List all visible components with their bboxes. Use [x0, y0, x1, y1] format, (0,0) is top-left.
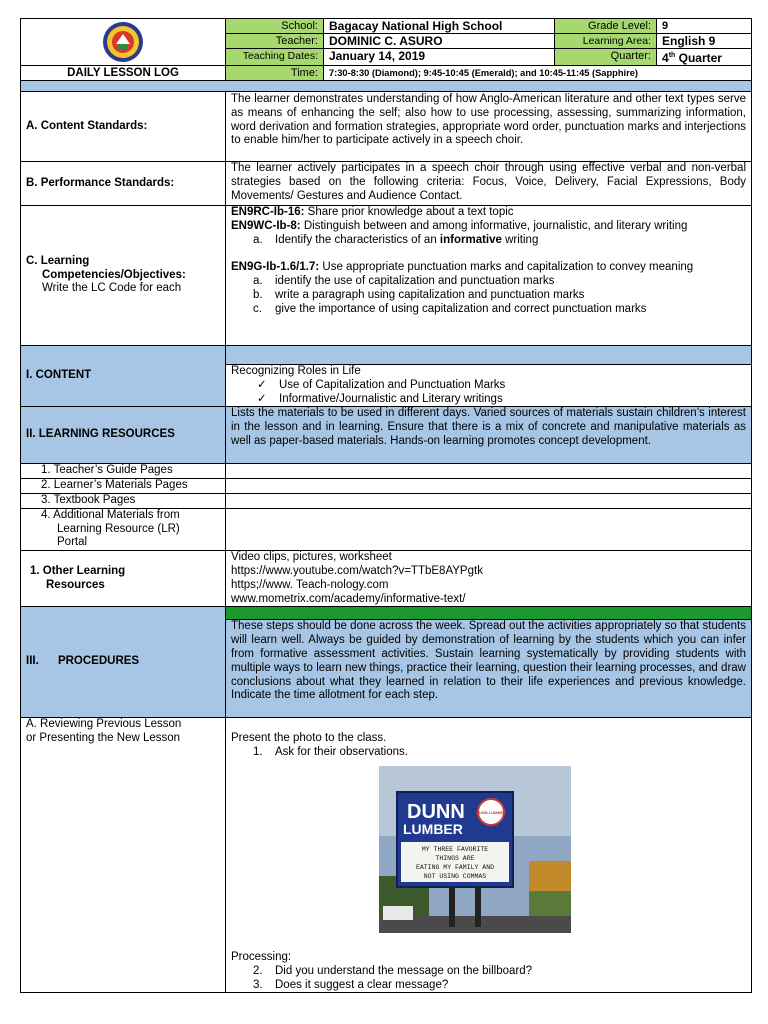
question-number: 2. [253, 964, 263, 977]
logo-cell [21, 19, 226, 66]
content-item-1: Use of Capitalization and Punctuation Marks [279, 378, 506, 391]
school-seal-icon [98, 20, 148, 64]
lr-item-value [226, 508, 752, 550]
billboard-brand-line1: DUNN [407, 800, 465, 823]
performance-standards-text: The learner actively participates in a speech choir through using effective verbal and non-verbal strategies based on the following criteria: Focus, Voice, Delivery, Facial Expressions, Body Movements/ Gestures and Audience Contact. [226, 162, 752, 206]
content-item [231, 393, 746, 407]
competency-3c-marker: c. [253, 302, 262, 315]
lc-text-3: Use appropriate punctuation marks and capitalization to convey meaning [319, 261, 694, 274]
competency-3b-marker: b. [253, 288, 263, 301]
other-resources-label-line1: 1. Other Learning [30, 564, 126, 577]
lc-text-1: Share prior knowledge about a text topic [304, 206, 514, 218]
content-standards-label: A. Content Standards: [21, 92, 226, 162]
processing-question [231, 979, 746, 993]
dates-label: Teaching Dates: [226, 49, 324, 66]
quarter-label: Quarter: [555, 49, 657, 66]
learning-resources-text: Lists the materials to be used in different days. Varied sources of materials sustain children’s interest in the lesson and in learning. Ensure that there is a mix of concrete and manipulative materials as well as paper-based materials. Hands-on learning promotes concept development. [226, 407, 752, 464]
check-icon: ✓ [257, 378, 267, 391]
competency-3-item [231, 275, 746, 289]
competencies-label-line3: Write the LC Code for each [42, 282, 182, 295]
competency-1 [231, 206, 746, 220]
log-title: DAILY LESSON LOG [21, 66, 226, 81]
question-number: 3. [253, 978, 263, 991]
billboard-badge-text: DUNN LUMBER [476, 809, 506, 815]
youtube-link[interactable]: https://www.youtube.com/watch?v=TTbE8AYPgtk [231, 564, 483, 577]
billboard-brand-line2: LUMBER [403, 820, 463, 837]
lesson-log-page [20, 18, 751, 993]
quarter-number: 4 [662, 51, 669, 65]
time-label: Time: [226, 66, 324, 81]
competency-3 [231, 261, 746, 275]
other-resources-text [226, 551, 752, 607]
quarter-suffix: th [668, 52, 676, 59]
competencies-label [21, 206, 226, 346]
school-label: School: [226, 19, 324, 34]
content-title: Recognizing Roles in Life [231, 365, 361, 377]
competency-3a-marker: a. [253, 275, 263, 288]
lr-item-4-line2: Learning Resource (LR) [57, 522, 180, 535]
billboard-sign-line: EATING MY FAMILY AND [415, 863, 495, 871]
dates-value: January 14, 2019 [324, 49, 555, 66]
lr-item: 3. Textbook Pages [21, 493, 226, 508]
reviewing-label-line1: A. Reviewing Previous Lesson [26, 718, 182, 731]
reviewing-step-number: 1. [253, 746, 263, 759]
reviewing-content [226, 718, 752, 993]
processing-question [231, 965, 746, 979]
time-value: 7:30-8:30 (Diamond); 9:45-10:45 (Emerald); and 10:45-11:45 (Sapphire) [324, 66, 752, 81]
reviewing-step [231, 746, 746, 760]
area-value: English 9 [657, 34, 752, 49]
lc-text-2: Distinguish between and among informative, journalistic, and literary writing [300, 219, 688, 232]
competency-2 [231, 220, 746, 234]
procedures-green-strip [226, 607, 752, 620]
content-text [226, 365, 752, 407]
quarter-value [657, 49, 752, 66]
grade-label: Grade Level: [555, 19, 657, 34]
grade-value: 9 [657, 19, 752, 34]
teacher-value: DOMINIC C. ASURO [324, 34, 555, 49]
billboard-sign-line: NOT USING COMMAS [423, 872, 487, 880]
school-value: Bagacay National High School [324, 19, 555, 34]
lr-item-value [226, 464, 752, 479]
lc-code-3: EN9G-Ib-1.6/1.7: [231, 261, 320, 274]
other-resources-label-line2: Resources [46, 578, 105, 591]
content-blue-strip [226, 346, 752, 365]
check-icon: ✓ [257, 392, 267, 405]
competencies-text [226, 206, 752, 346]
billboard-sign-line: THINGS ARE [435, 854, 475, 862]
competency-2a-post: writing [501, 233, 539, 246]
lr-item-4 [21, 508, 226, 550]
competency-3b-text: write a paragraph using capitalization and punctuation marks [275, 288, 585, 301]
content-item-2: Informative/Journalistic and Literary writings [279, 392, 503, 405]
performance-standards-label: B. Performance Standards: [21, 162, 226, 206]
area-label: Learning Area: [555, 34, 657, 49]
other-resources-line: Video clips, pictures, worksheet [231, 551, 392, 564]
competency-3c-text: give the importance of using capitalization and correct punctuation marks [275, 302, 647, 315]
competencies-label-line2: Competencies/Objectives: [42, 268, 186, 281]
billboard-sign-line: MY THREE FAVORITE [421, 845, 489, 853]
reviewing-label [21, 718, 226, 993]
content-item [231, 379, 746, 393]
lr-item: 1. Teacher’s Guide Pages [21, 464, 226, 479]
reviewing-intro: Present the photo to the class. [231, 732, 387, 745]
lr-item-value [226, 493, 752, 508]
procedures-label: III. PROCEDURES [21, 607, 226, 718]
question-text: Does it suggest a clear message? [275, 978, 449, 991]
reviewing-step-text: Ask for their observations. [275, 746, 408, 759]
other-resources-label [21, 551, 226, 607]
lr-item-4-line1: 4. Additional Materials from [41, 508, 180, 521]
lr-item-value [226, 479, 752, 494]
processing-label: Processing: [231, 950, 292, 963]
competencies-label-line1: C. Learning [26, 254, 90, 267]
mometrix-link[interactable]: www.mometrix.com/academy/informative-text/ [231, 592, 466, 605]
lesson-log-table [20, 18, 752, 993]
content-label: I. CONTENT [21, 346, 226, 407]
question-text: Did you understand the message on the billboard? [275, 964, 533, 977]
billboard-photo [379, 766, 571, 933]
competency-2a-pre: Identify the characteristics of an [275, 233, 440, 246]
content-standards-text: The learner demonstrates understanding of how Anglo-American literature and other text types serve as means of enhancing the self; also how to use processing, assessing, summarizing information, word derivation and formation strategies, appropriate word order, punctuation marks and interjections to enable him/her to participate actively in a speech choir. [226, 92, 752, 162]
learning-resources-label: II. LEARNING RESOURCES [21, 407, 226, 464]
procedures-text: These steps should be done across the week. Spread out the activities appropriately so that students will learn well. Always be guided by demonstration of learning by the students which you can infer from formative assessment activities. Sustain learning systematically by providing students with multiple ways to learn new things, practice their learning, question their learning processes, and draw conclusions about what they learned in relation to their life experiences and previous knowledge. Indicate the time allotment for each step. [226, 620, 752, 718]
reviewing-label-line2: or Presenting the New Lesson [26, 732, 181, 745]
quarter-word: Quarter [675, 51, 722, 65]
competency-2a [231, 234, 746, 248]
competency-3-item [231, 303, 746, 317]
teacher-label: Teacher: [226, 34, 324, 49]
competency-3a-text: identify the use of capitalization and punctuation marks [275, 275, 555, 288]
competency-2a-marker: a. [253, 233, 263, 246]
competency-3-item [231, 289, 746, 303]
competency-2a-bold: informative [439, 233, 502, 246]
teachnology-link[interactable]: https;//www. Teach-nology.com [231, 578, 389, 591]
spacer-row [21, 81, 752, 92]
lc-code-1: EN9RC-Ib-16: [231, 206, 305, 218]
lr-item: 2. Learner’s Materials Pages [21, 479, 226, 494]
lr-item-4-line3: Portal [57, 536, 88, 549]
lc-code-2: EN9WC-Ib-8: [231, 219, 301, 232]
